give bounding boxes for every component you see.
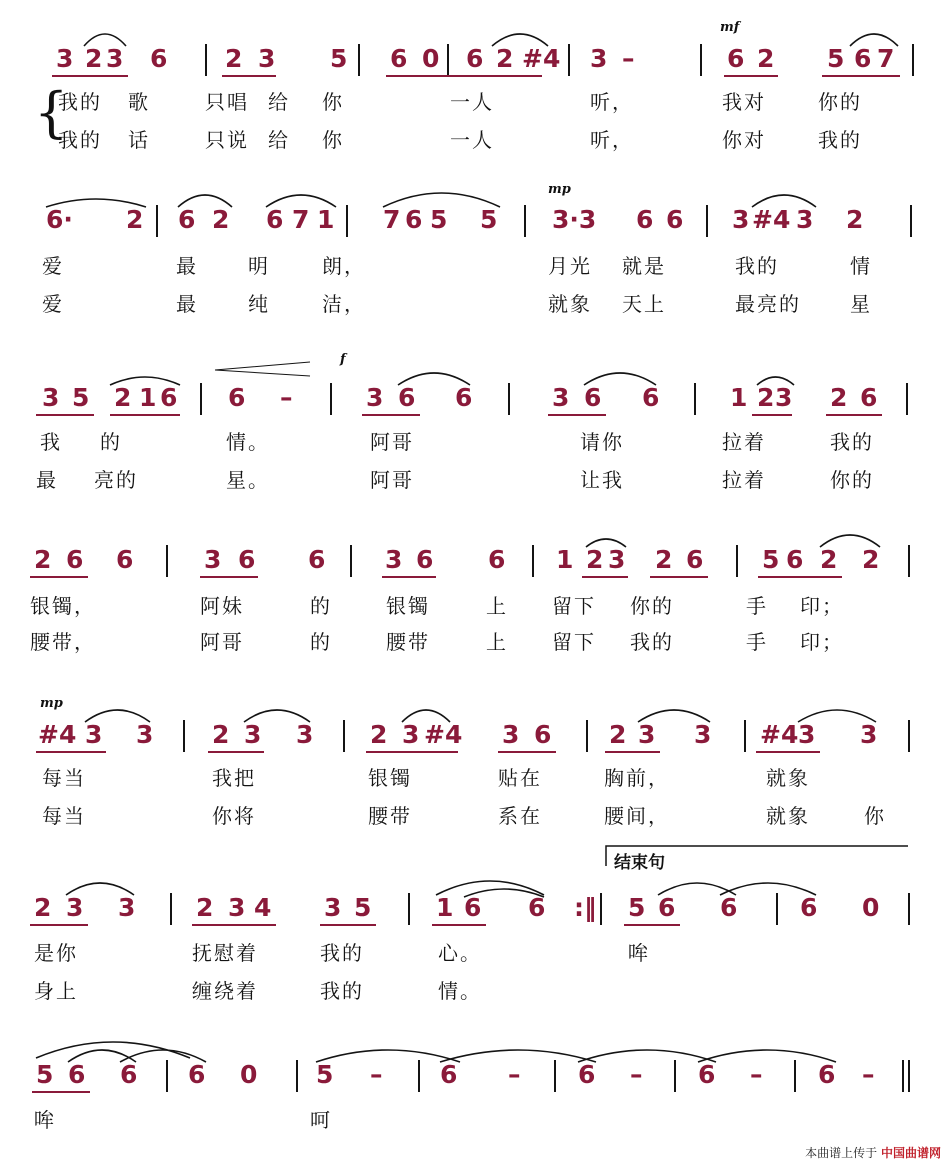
note: 0 [422,44,440,73]
slur [110,377,180,385]
note: 2 [114,383,132,412]
lyric: 洁， [322,292,366,316]
note: 2 [846,205,864,234]
slur [584,373,656,385]
slur [440,1050,596,1062]
note: 1 [317,205,335,234]
lyric: 银镯， [30,594,96,618]
note: 6 [398,383,416,412]
note: – [508,1060,521,1089]
slur [46,199,146,207]
note: 6 [66,545,84,574]
lyric: 一人 [450,90,494,114]
note: 2 [85,44,103,73]
note: 6 [698,1060,716,1089]
note: 3 [56,44,74,73]
lyric: 阿哥 [370,430,414,454]
note: 6 [800,893,818,922]
note: 5 [354,893,372,922]
note: 2 [757,383,775,412]
lyric: 我的 [735,254,779,278]
lyric: 的 [100,430,122,454]
lyric: 身上 [34,979,78,1003]
lyric: 你 [322,90,344,114]
note: 3 [608,545,626,574]
note: 6 [464,893,482,922]
note: 6 [636,205,654,234]
lyric: 你的 [630,594,674,618]
note: 6 [642,383,660,412]
note: 2 [126,205,144,234]
note: 2 [586,545,604,574]
note: 0 [862,893,880,922]
note: #4 [760,720,799,749]
note: 3 [552,383,570,412]
lyric: 就象 [766,766,810,790]
note: 3·3 [552,205,597,234]
lyric: 手 [746,630,768,654]
lyric: 一人 [450,128,494,152]
dynamic-mark: f [340,352,346,367]
note: 6 [178,205,196,234]
footer-credit [805,1144,941,1161]
note: 6 [188,1060,206,1089]
lyric: 我 [40,430,62,454]
lyric: 手 [746,594,768,618]
note: #4 [424,720,463,749]
note: 3 [85,720,103,749]
dynamic-mark: mp [548,182,571,197]
lyric: 你对 [722,128,766,152]
lyric: 朗， [322,254,366,278]
lyric: 我的 [818,128,862,152]
note: 3 [385,545,403,574]
lyric: 最 [176,254,198,278]
lyric: 的 [310,630,332,654]
note: 3 [136,720,154,749]
note: 6 [466,44,484,73]
slur [383,193,500,207]
footer-brand: 中国曲谱网 [880,1146,941,1160]
lyric: 月光 [548,254,592,278]
note: 3 [590,44,608,73]
slur [436,881,544,895]
note: 6 [116,545,134,574]
note: 3 [258,44,276,73]
dynamic-mark: mf [720,20,740,35]
note: #4 [752,205,791,234]
verse-brace: { [34,81,69,144]
note: 6 [266,205,284,234]
note: 3 [732,205,750,234]
note: 3 [42,383,60,412]
lyric: 留下 [552,630,596,654]
lyric: 你的 [818,90,862,114]
note: 5 [36,1060,54,1089]
note: 3 [296,720,314,749]
note: 3 [228,893,246,922]
note: 6 [528,893,546,922]
lyric: 银镯 [368,766,412,790]
note: 3 [796,205,814,234]
ending-bracket [606,846,908,866]
note: 2 [34,893,52,922]
note: 1 [436,893,454,922]
note: 3 [798,720,816,749]
note: 6 [440,1060,458,1089]
lyric: 每当 [42,766,86,790]
slur [586,539,626,547]
slur [638,710,710,722]
note: 3 [502,720,520,749]
note: 1 [139,383,157,412]
lyric: 就象 [766,804,810,828]
note: 3 [366,383,384,412]
note: 2 [830,383,848,412]
lyric: 只说 [205,128,249,152]
note: 6 [818,1060,836,1089]
note: – [622,44,635,73]
slur [752,195,816,207]
note: 5 [480,205,498,234]
note: 6 [160,383,178,412]
lyric: 腰带 [386,630,430,654]
hairpin [215,362,310,376]
note: 2 [757,44,775,73]
lyric: 腰间， [604,804,670,828]
note: 2 [34,545,52,574]
lyric: 印； [800,594,844,618]
note: 2 [212,205,230,234]
lyric: 我的 [58,90,102,114]
lyric: 话 [128,128,150,152]
note: 6 [666,205,684,234]
lyric: 最 [36,468,58,492]
lyric: 哞 [628,941,650,965]
lyric: 亮的 [94,468,138,492]
note: 4 [254,893,272,922]
note: 6 [727,44,745,73]
lyric: 阿哥 [370,468,414,492]
lyric: 纯 [248,292,270,316]
lyric: 我的 [320,941,364,965]
lyric: 我的 [830,430,874,454]
lyric: 情。 [438,979,482,1003]
note: 3 [860,720,878,749]
note: 6 [68,1060,86,1089]
lyric: 就是 [622,254,666,278]
lyric: 是你 [34,941,78,965]
note: 0 [240,1060,258,1089]
note: 6 [578,1060,596,1089]
note: 3 [106,44,124,73]
lyric: 星 [850,292,872,316]
lyric: 拉着 [722,430,766,454]
lyric: 的 [310,594,332,618]
note: 5 [330,44,348,73]
lyric: 系在 [498,804,542,828]
note: 5 [827,44,845,73]
lyric: 我的 [320,979,364,1003]
lyric: 给 [268,90,290,114]
note: #4 [522,44,561,73]
slur [578,1050,716,1062]
lyric: 你的 [830,468,874,492]
slur [244,710,310,722]
note: 3 [775,383,793,412]
note: 1 [556,545,574,574]
note: 6 [390,44,408,73]
lyric: 你 [864,804,886,828]
note: – [280,383,293,412]
lyric: 爱 [42,292,64,316]
lyric: 明 [248,254,270,278]
lyric: 就象 [548,292,592,316]
lyric: 我对 [722,90,766,114]
note: 2 [196,893,214,922]
lyric: 拉着 [722,468,766,492]
note: 5 [762,545,780,574]
note: 6 [120,1060,138,1089]
note: – [750,1060,763,1089]
lyric: 腰带 [368,804,412,828]
note: 2 [655,545,673,574]
note: 6 [786,545,804,574]
lyric: 我把 [212,766,256,790]
note: 6 [534,720,552,749]
note: 6 [658,893,676,922]
lyric: 星。 [226,468,270,492]
note: 3 [694,720,712,749]
note: 7 [877,44,895,73]
note: 3 [204,545,222,574]
note: 6 [308,545,326,574]
slur [820,535,880,547]
note: 2 [225,44,243,73]
slur [798,710,876,722]
slur [757,377,794,385]
lyric: 最 [176,292,198,316]
note: #4 [38,720,77,749]
slur [402,710,450,722]
lyric: 留下 [552,594,596,618]
lyric: 心。 [438,941,482,965]
lyric: 你 [322,128,344,152]
lyric: 歌 [128,90,150,114]
lyric: 天上 [622,292,666,316]
lyric: 你将 [212,804,256,828]
slur [84,34,126,46]
note: – [370,1060,383,1089]
dynamic-mark: mp [40,696,63,711]
note: 2 [370,720,388,749]
note: 6 [416,545,434,574]
note: 6 [228,383,246,412]
slur [68,1050,136,1062]
lyric: 我的 [58,128,102,152]
note: 6· [46,205,73,234]
note: 2 [609,720,627,749]
note: 5 [72,383,90,412]
lyric: 印； [800,630,844,654]
lyric: 我的 [630,630,674,654]
slur [66,883,134,895]
slur [85,710,150,722]
lyric: 抚慰着 [192,941,258,965]
note: 2 [496,44,514,73]
lyric: 缠绕着 [192,979,258,1003]
note: 7 [292,205,310,234]
ending-label: 结束句 [614,853,665,873]
note: 3 [638,720,656,749]
lyric: 贴在 [498,766,542,790]
note: 6 [860,383,878,412]
slur [698,1050,836,1062]
lyric: 最亮的 [735,292,801,316]
lyric: 阿妹 [200,594,244,618]
note: 6 [686,545,704,574]
slur [178,195,232,207]
note: 6 [405,205,423,234]
lyric: 情。 [226,430,270,454]
lyric: 听， [590,128,634,152]
note: 6 [488,545,506,574]
note: 7 [383,205,401,234]
lyric: 爱 [42,254,64,278]
note: 2 [212,720,230,749]
note: 3 [66,893,84,922]
slur [398,373,470,385]
lyric: 只唱 [205,90,249,114]
slur [266,195,336,207]
note: 3 [402,720,420,749]
lyric: 让我 [580,468,624,492]
lyric: 请你 [580,430,624,454]
lyric: 情 [850,254,872,278]
note: 6 [238,545,256,574]
note: – [862,1060,875,1089]
lyric: 上 [486,630,508,654]
note: 5 [316,1060,334,1089]
note: 5 [430,205,448,234]
repeat-sign: :‖ [574,893,597,922]
note: 3 [244,720,262,749]
note: 3 [324,893,342,922]
lyric: 给 [268,128,290,152]
lyric: 听， [590,90,634,114]
note: 6 [720,893,738,922]
note: – [630,1060,643,1089]
lyric: 呵 [310,1108,332,1132]
note: 1 [730,383,748,412]
lyric: 腰带， [30,630,96,654]
note: 3 [118,893,136,922]
note: 5 [628,893,646,922]
lyric: 每当 [42,804,86,828]
lyric: 阿哥 [200,630,244,654]
note: 6 [584,383,602,412]
note: 2 [862,545,880,574]
note: 6 [150,44,168,73]
lyric: 银镯 [386,594,430,618]
footer-prefix: 本曲谱上传于 [805,1146,878,1160]
lyric: 哞 [34,1108,56,1132]
slur [850,34,898,46]
lyric: 胸前， [604,766,670,790]
note: 6 [854,44,872,73]
slur [492,34,548,46]
note: 6 [455,383,473,412]
note: 2 [820,545,838,574]
slur [316,1050,460,1062]
lyric: 上 [486,594,508,618]
